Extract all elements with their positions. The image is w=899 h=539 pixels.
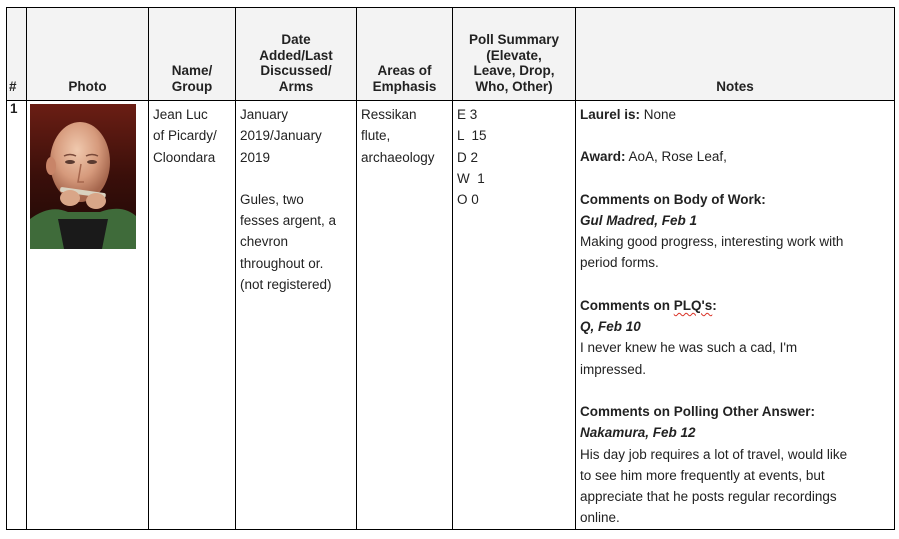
header-photo: [27, 8, 149, 101]
arms-line: Gules, two: [240, 191, 304, 207]
poll-line: O 0: [457, 192, 479, 208]
name-line: Jean Luc: [153, 107, 208, 122]
other-answer-text: His day job requires a lot of travel, would like: [580, 446, 848, 462]
poll-line: W 1: [457, 170, 485, 186]
laurel-label: Laurel is:: [580, 107, 641, 122]
header-areas: [357, 8, 453, 101]
award-line: [580, 146, 890, 167]
header-date-line: Arms: [278, 78, 314, 94]
plq-text: I never knew he was such a cad, I'm: [580, 340, 798, 356]
body-of-work-heading: Comments on Body of Work:: [580, 191, 766, 207]
areas-line: archaeology: [361, 149, 435, 165]
table-row: [7, 101, 895, 530]
date-line: 2019/January: [240, 128, 322, 144]
name-cell: [149, 101, 236, 530]
award-value: AoA, Rose Leaf,: [625, 149, 727, 165]
header-name-line: Name/: [171, 63, 213, 78]
poll-line: L 15: [457, 128, 487, 144]
plq-heading: [580, 295, 890, 316]
other-answer-text: appreciate that he posts regular recordings: [580, 489, 837, 505]
areas-cell: [357, 101, 453, 530]
other-answer-text: online.: [580, 510, 620, 526]
header-row: [7, 8, 895, 101]
header-name-group: [149, 8, 236, 101]
ear: [46, 157, 56, 175]
eye-right: [87, 160, 97, 164]
header-poll-line: (Elevate,: [486, 47, 542, 63]
header-areas-line: Emphasis: [372, 78, 437, 94]
award-label: Award:: [580, 149, 626, 165]
header-date-line: Date: [281, 32, 311, 47]
body-of-work-text: period forms.: [580, 255, 659, 271]
name-line: of Picardy/: [153, 128, 217, 144]
poll-line: E 3: [457, 107, 478, 122]
header-date-line: Discussed/: [260, 63, 332, 78]
header-poll-summary: [453, 8, 576, 101]
plq-heading-word: PLQ's: [673, 297, 713, 313]
body-of-work-text: Making good progress, interesting work with: [580, 234, 844, 250]
header-areas-line: Areas of: [377, 63, 432, 78]
laurel-value: None: [640, 107, 677, 122]
plq-heading-suffix: :: [712, 297, 717, 313]
laurel-line: [580, 104, 890, 125]
uniform-collar: [58, 219, 108, 249]
row-number: 1: [7, 101, 27, 530]
eye-left: [65, 160, 75, 164]
portrait-photo: [30, 104, 136, 249]
photo-cell: [27, 101, 149, 530]
plq-heading-prefix: Comments on: [580, 297, 674, 313]
header-poll-line: Leave, Drop,: [473, 63, 555, 78]
header-poll-line: Who, Other): [475, 78, 553, 94]
arms-line: throughout or.: [240, 255, 324, 271]
other-answer-author: Nakamura, Feb 12: [580, 425, 696, 441]
header-name-line: Group: [171, 78, 213, 94]
date-line: January: [240, 107, 289, 122]
date-arms-cell: [236, 101, 357, 530]
poll-table: [6, 7, 895, 530]
poll-summary-cell: [453, 101, 576, 530]
header-poll-line: Poll Summary: [468, 32, 560, 47]
areas-line: Ressikan: [361, 107, 417, 122]
header-number-label: #: [9, 78, 17, 94]
date-line: 2019: [240, 149, 271, 165]
body-of-work-author: Gul Madred, Feb 1: [580, 212, 698, 228]
poll-line: D 2: [457, 149, 479, 165]
arms-line: chevron: [240, 234, 289, 250]
arms-line: (not registered): [240, 277, 332, 293]
arms-line: fesses argent, a: [240, 213, 337, 229]
areas-line: flute,: [361, 128, 391, 144]
header-number: [7, 8, 27, 101]
plq-author: Q, Feb 10: [580, 319, 641, 335]
other-answer-heading: Comments on Polling Other Answer:: [580, 403, 816, 419]
name-line: Cloondara: [153, 149, 216, 165]
header-notes: [576, 8, 895, 101]
other-answer-text: to see him more frequently at events, but: [580, 467, 825, 483]
header-notes-label: Notes: [716, 78, 754, 94]
header-photo-label: Photo: [68, 78, 107, 94]
hand-left: [60, 190, 80, 206]
header-date: [236, 8, 357, 101]
plq-text: impressed.: [580, 361, 647, 377]
header-date-line: Added/Last: [259, 47, 333, 63]
hand-right: [86, 193, 106, 209]
notes-cell: [576, 101, 895, 530]
